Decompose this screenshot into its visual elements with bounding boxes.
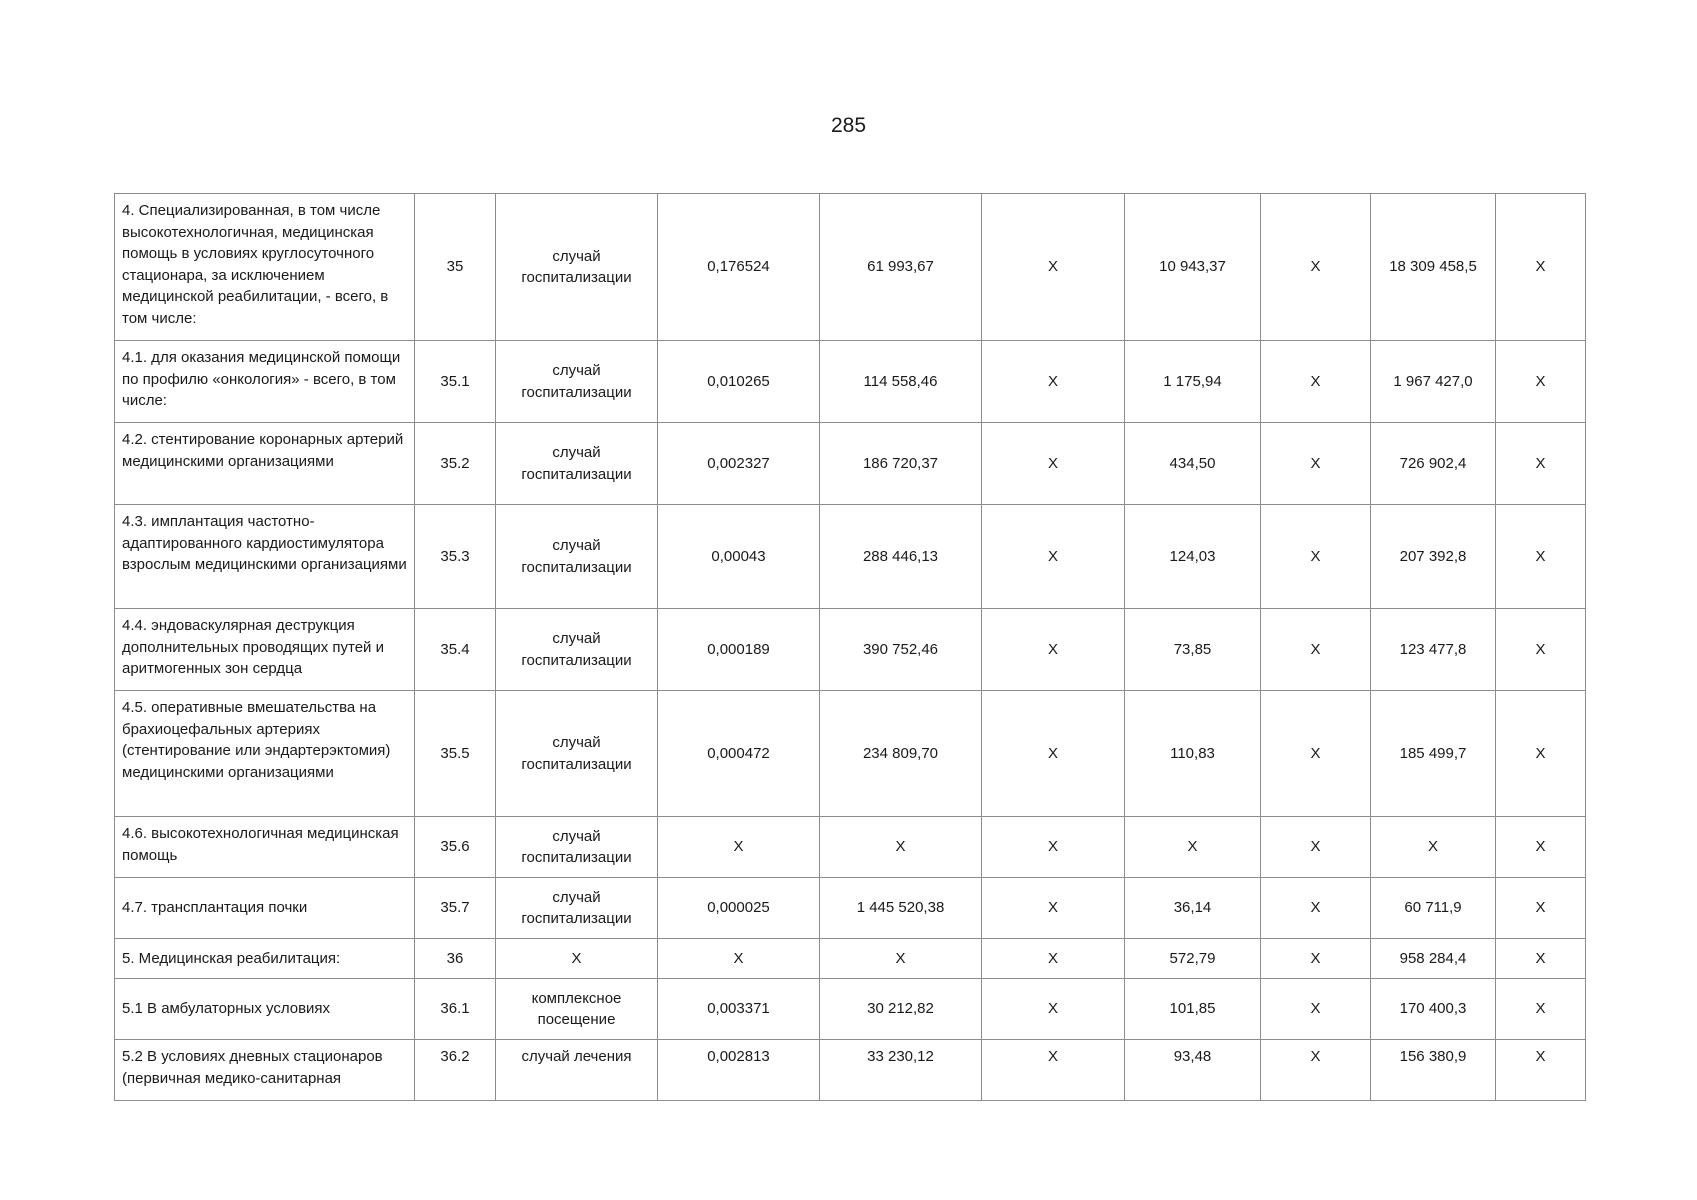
- row-name-cell: 4.6. высокотехнологичная медицинская помощь: [115, 817, 415, 878]
- row-value-cell: X: [1261, 423, 1371, 505]
- row-code-cell: 36.1: [415, 979, 496, 1040]
- row-value-cell: 726 902,4: [1371, 423, 1496, 505]
- row-value-cell: X: [982, 817, 1125, 878]
- row-code-cell: 36.2: [415, 1040, 496, 1101]
- row-unit-cell: случай лечения: [496, 1040, 658, 1101]
- row-value-cell: X: [1261, 939, 1371, 979]
- row-value-cell: X: [1261, 341, 1371, 423]
- row-value-cell: 123 477,8: [1371, 609, 1496, 691]
- row-value-cell: 61 993,67: [820, 194, 982, 341]
- row-value-cell: X: [982, 423, 1125, 505]
- row-value-cell: X: [1496, 939, 1586, 979]
- row-code-cell: 35.1: [415, 341, 496, 423]
- row-value-cell: 0,000472: [658, 691, 820, 817]
- row-code-cell: 35: [415, 194, 496, 341]
- row-value-cell: 1 967 427,0: [1371, 341, 1496, 423]
- row-value-cell: 30 212,82: [820, 979, 982, 1040]
- row-value-cell: 10 943,37: [1125, 194, 1261, 341]
- row-unit-cell: X: [496, 939, 658, 979]
- row-value-cell: X: [1496, 341, 1586, 423]
- row-value-cell: 0,010265: [658, 341, 820, 423]
- row-value-cell: 73,85: [1125, 609, 1261, 691]
- row-value-cell: X: [1261, 979, 1371, 1040]
- row-value-cell: 0,002327: [658, 423, 820, 505]
- row-value-cell: 186 720,37: [820, 423, 982, 505]
- table-row: [115, 505, 1586, 609]
- row-value-cell: X: [1261, 1040, 1371, 1101]
- row-name-cell: 4. Специализированная, в том числе высокотехнологичная, медицинская помощь в условиях круглосуточного стационара, за исключением медицинской реабилитации, - всего, в том числе:: [115, 194, 415, 341]
- table-row: [115, 878, 1586, 939]
- row-unit-cell: случай госпитализации: [496, 878, 658, 939]
- row-value-cell: X: [658, 939, 820, 979]
- row-value-cell: X: [1496, 194, 1586, 341]
- row-value-cell: X: [1496, 609, 1586, 691]
- row-value-cell: 390 752,46: [820, 609, 982, 691]
- row-value-cell: 434,50: [1125, 423, 1261, 505]
- row-value-cell: X: [982, 979, 1125, 1040]
- row-value-cell: X: [1261, 817, 1371, 878]
- table-row: [115, 691, 1586, 817]
- row-value-cell: X: [1125, 817, 1261, 878]
- row-value-cell: X: [1496, 691, 1586, 817]
- row-name-cell: 4.4. эндоваскулярная деструкция дополнительных проводящих путей и аритмогенных зон сердца: [115, 609, 415, 691]
- row-name-cell: 4.3. имплантация частотно-адаптированного кардиостимулятора взрослым медицинскими организациями: [115, 505, 415, 609]
- row-value-cell: X: [982, 194, 1125, 341]
- row-value-cell: X: [982, 939, 1125, 979]
- row-value-cell: 234 809,70: [820, 691, 982, 817]
- row-code-cell: 35.4: [415, 609, 496, 691]
- table-row: [115, 1040, 1586, 1101]
- row-code-cell: 35.6: [415, 817, 496, 878]
- row-unit-cell: случай госпитализации: [496, 423, 658, 505]
- table-row: [115, 979, 1586, 1040]
- row-value-cell: 1 175,94: [1125, 341, 1261, 423]
- table-row: [115, 341, 1586, 423]
- row-value-cell: 170 400,3: [1371, 979, 1496, 1040]
- row-value-cell: X: [982, 878, 1125, 939]
- row-code-cell: 36: [415, 939, 496, 979]
- row-value-cell: 114 558,46: [820, 341, 982, 423]
- row-unit-cell: случай госпитализации: [496, 817, 658, 878]
- row-value-cell: 18 309 458,5: [1371, 194, 1496, 341]
- row-value-cell: 36,14: [1125, 878, 1261, 939]
- row-unit-cell: комплексное посещение: [496, 979, 658, 1040]
- row-value-cell: 185 499,7: [1371, 691, 1496, 817]
- row-unit-cell: случай госпитализации: [496, 505, 658, 609]
- table-row: [115, 817, 1586, 878]
- row-name-cell: 4.7. трансплантация почки: [115, 878, 415, 939]
- row-value-cell: 288 446,13: [820, 505, 982, 609]
- row-value-cell: X: [1496, 423, 1586, 505]
- row-value-cell: 572,79: [1125, 939, 1261, 979]
- row-value-cell: 124,03: [1125, 505, 1261, 609]
- row-name-cell: 4.5. оперативные вмешательства на брахиоцефальных артериях (стентирование или эндартерэктомия) медицинскими организациями: [115, 691, 415, 817]
- row-code-cell: 35.2: [415, 423, 496, 505]
- row-unit-cell: случай госпитализации: [496, 194, 658, 341]
- row-value-cell: X: [1496, 979, 1586, 1040]
- page-number: 285: [830, 114, 867, 137]
- row-value-cell: 0,003371: [658, 979, 820, 1040]
- row-value-cell: 0,000189: [658, 609, 820, 691]
- row-value-cell: X: [1496, 1040, 1586, 1101]
- row-value-cell: X: [982, 691, 1125, 817]
- table-row: [115, 194, 1586, 341]
- table-row: [115, 423, 1586, 505]
- row-name-cell: 5.1 В амбулаторных условиях: [115, 979, 415, 1040]
- row-value-cell: 958 284,4: [1371, 939, 1496, 979]
- row-value-cell: 93,48: [1125, 1040, 1261, 1101]
- row-value-cell: X: [982, 505, 1125, 609]
- row-value-cell: X: [1496, 878, 1586, 939]
- row-value-cell: 207 392,8: [1371, 505, 1496, 609]
- row-value-cell: X: [982, 341, 1125, 423]
- row-name-cell: 5. Медицинская реабилитация:: [115, 939, 415, 979]
- row-value-cell: 33 230,12: [820, 1040, 982, 1101]
- row-value-cell: X: [658, 817, 820, 878]
- row-code-cell: 35.3: [415, 505, 496, 609]
- row-value-cell: X: [1261, 878, 1371, 939]
- row-value-cell: X: [982, 1040, 1125, 1101]
- row-value-cell: 0,002813: [658, 1040, 820, 1101]
- row-value-cell: 110,83: [1125, 691, 1261, 817]
- table-row: [115, 939, 1586, 979]
- row-value-cell: 0,00043: [658, 505, 820, 609]
- row-unit-cell: случай госпитализации: [496, 691, 658, 817]
- row-value-cell: X: [982, 609, 1125, 691]
- row-value-cell: X: [1261, 691, 1371, 817]
- row-code-cell: 35.7: [415, 878, 496, 939]
- row-value-cell: 156 380,9: [1371, 1040, 1496, 1101]
- row-unit-cell: случай госпитализации: [496, 341, 658, 423]
- row-value-cell: X: [1371, 817, 1496, 878]
- row-value-cell: 60 711,9: [1371, 878, 1496, 939]
- row-value-cell: X: [1261, 194, 1371, 341]
- row-value-cell: X: [1496, 817, 1586, 878]
- row-value-cell: X: [820, 817, 982, 878]
- table-row: [115, 609, 1586, 691]
- row-code-cell: 35.5: [415, 691, 496, 817]
- row-value-cell: X: [820, 939, 982, 979]
- row-value-cell: X: [1261, 505, 1371, 609]
- row-name-cell: 4.1. для оказания медицинской помощи по профилю «онкология» - всего, в том числе:: [115, 341, 415, 423]
- row-value-cell: X: [1496, 505, 1586, 609]
- data-table: [114, 193, 1586, 1101]
- row-value-cell: 0,000025: [658, 878, 820, 939]
- row-name-cell: 5.2 В условиях дневных стационаров (первичная медико-санитарная: [115, 1040, 415, 1101]
- row-value-cell: 1 445 520,38: [820, 878, 982, 939]
- row-value-cell: 101,85: [1125, 979, 1261, 1040]
- row-unit-cell: случай госпитализации: [496, 609, 658, 691]
- row-name-cell: 4.2. стентирование коронарных артерий медицинскими организациями: [115, 423, 415, 505]
- row-value-cell: X: [1261, 609, 1371, 691]
- row-value-cell: 0,176524: [658, 194, 820, 341]
